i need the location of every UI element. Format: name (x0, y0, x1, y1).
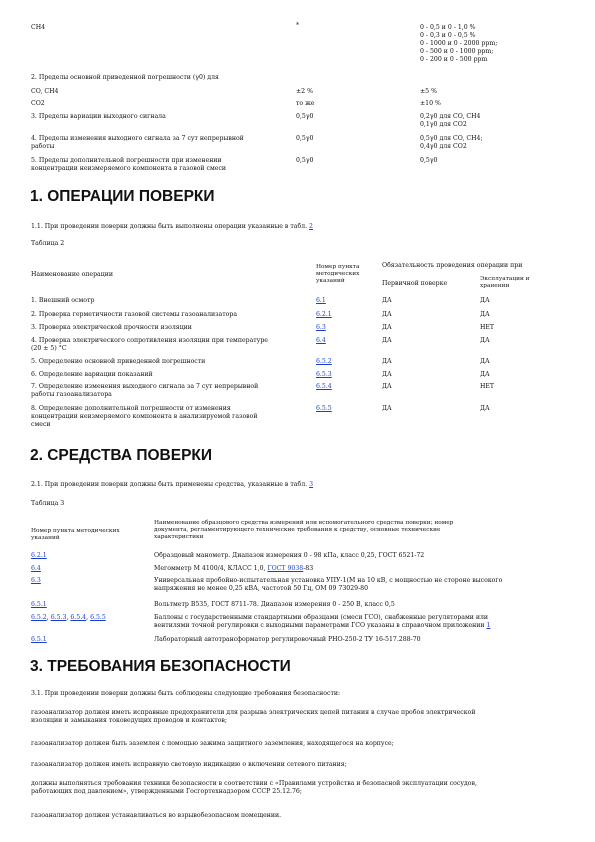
clause-link[interactable]: 6.5.2 (316, 358, 332, 365)
operation-name: 7. Определение изменения выходного сигнала за 7 сут непрерывной (31, 383, 259, 390)
safety-paragraph (31, 709, 475, 725)
desc-line (154, 622, 490, 630)
instrument-desc: Лабораторный автотрансформатор регулировочный РНО-250-2 ТУ 16-517.288-70 (154, 636, 421, 643)
header-line: Номер пункта (316, 264, 360, 270)
operation-name: 5. Определение основной приведенной погрешности (31, 358, 206, 365)
clause-link[interactable]: 6.5.4 (316, 383, 332, 390)
operation-name: смеси (31, 421, 51, 428)
safety-paragraph: газоанализатор должен иметь исправную световую индикацию о включении сетевого питания; (31, 761, 347, 768)
section-1-paragraph (31, 223, 313, 231)
section-2-paragraph (31, 481, 313, 489)
primary-value: ДА (382, 371, 392, 378)
periodic-value: ДА (480, 358, 490, 365)
value-line: 0,5γ0 для CO, CH4; (420, 135, 483, 142)
primary-value: ДА (382, 297, 392, 304)
paragraph-text: 1.1. При проведении поверки должны быть выполнены операции указанные в табл. (31, 223, 308, 230)
header-line: указаний (316, 278, 345, 284)
desc-line: Баллоны с государственными стандартными образцами (смеси ГСО), снабженные регуляторами или (154, 614, 489, 621)
clause-link[interactable]: 6.5.1 (31, 601, 47, 608)
clause-link[interactable]: 6.5.5 (316, 405, 332, 412)
periodic-value: ДА (480, 337, 490, 344)
periodic-value: ДА (480, 311, 490, 318)
gost-link[interactable]: ГОСТ 9038 (267, 565, 304, 572)
periodic-value: НЕТ (480, 383, 495, 390)
periodic-value: НЕТ (480, 324, 495, 331)
safety-paragraph: газоанализатор должен быть заземлен с помощью зажима защитного заземления, находящегося на корпусе; (31, 740, 394, 747)
row-2-label: 2. Пределы основной приведенной погрешности (γ0) для (31, 74, 219, 81)
header-line: характеристики (154, 534, 204, 540)
header-line: методических (316, 271, 360, 277)
ch4-ranges (420, 24, 497, 64)
clause-link[interactable]: 6.4 (316, 337, 326, 344)
clause-link[interactable]: 6.5.3 (50, 614, 67, 621)
table-row (31, 311, 237, 319)
clause-links: 6.5.2, 6.5.3, 6.5.4, 6.5.5 (31, 614, 106, 621)
operation-name: работы газоанализатора (31, 391, 112, 398)
row-5-label (31, 157, 226, 173)
operation-name: 2. Проверка герметичности газовой системы газоанализатора (31, 311, 238, 318)
row-4-label (31, 135, 244, 151)
table-row (31, 337, 268, 353)
paragraph-line: работающих под давлением», утвержденными Госгортехнадзором СССР 25.12.76; (31, 788, 302, 795)
co-ch4-value: ±2 % (296, 88, 313, 95)
table-2-label: Таблица 2 (31, 240, 65, 247)
range-line: 0 - 500 и 0 - 1000 ppm; (420, 48, 494, 55)
table-3-link[interactable]: 3 (309, 481, 314, 488)
header-line: указаний (31, 535, 60, 541)
range-line: 0 - 0,3 и 0 - 0,5 % (420, 32, 476, 39)
desc-line: Универсальная пробойно-испытательная установка УПУ-1(М на 10 кВ, с мощностью не стороне высокого (154, 577, 503, 584)
primary-value: ДА (382, 311, 392, 318)
row-4-value-2 (420, 135, 483, 151)
range-line: 0 - 1000 и 0 - 2000 ppm; (420, 40, 498, 47)
operation-name: 6. Определение вариации показаний (31, 371, 153, 378)
paragraph-line: должны выполняться требования техники безопасности в соответствии с «Правилами устройства и безопасной эксплуатации сосудов, (31, 780, 477, 787)
label-line: концентрации неизмеряемого компонента в газовой смеси (31, 165, 227, 172)
co2-value: то же (296, 100, 315, 107)
operation-name: концентрации неизмеряемого компонента в анализируемой газовой (31, 413, 258, 420)
operation-name: 4. Проверка электрического сопротивления изоляции при температуре (31, 337, 268, 344)
bullet-mark: * (296, 22, 300, 29)
operation-name: 3. Проверка электрической прочности изоляции (31, 324, 192, 331)
clause-link[interactable]: 6.5.1 (31, 636, 47, 643)
operation-name: (20 ± 5) °С (31, 345, 67, 352)
col-header-operation: Наименование операции (31, 271, 113, 278)
paragraph-line: газоанализатор должен иметь исправные предохранители для разрыва электрических цепей питания в случае пробоя электрической (31, 709, 476, 716)
header-line: документа, регламентирующего технические требования к средству, основные технические (154, 527, 441, 533)
appendix-link[interactable]: 1 (486, 622, 491, 629)
col-header-instrument (154, 520, 453, 541)
co2-label: CO2 (31, 100, 45, 107)
section-2-heading: 2. СРЕДСТВА ПОВЕРКИ (30, 447, 213, 464)
table-2-link[interactable]: 2 (309, 223, 313, 230)
instrument-desc: Мегомметр М 4100/4, КЛАСС 1,0, ГОСТ 9038-83 (154, 565, 314, 572)
instrument-desc: Вольтметр В535, ГОСТ 8711-78. Диапазон измерения 0 - 250 В, класс 0,5 (154, 601, 395, 608)
primary-value: ДА (382, 337, 392, 344)
col-header-clause (31, 528, 120, 542)
col-header-periodic (480, 276, 530, 290)
table-row (31, 371, 153, 379)
table-row (31, 358, 205, 366)
range-line: 0 - 0,5 и 0 - 1,0 % (420, 24, 476, 31)
periodic-value: ДА (480, 371, 490, 378)
table-row (31, 405, 258, 429)
clause-link[interactable]: 6.5.2 (31, 614, 47, 621)
co-ch4-label: CO, CH4 (31, 88, 59, 95)
value-line: 0,1γ0 для CO2 (420, 121, 467, 128)
clause-link[interactable]: 6.2.1 (316, 311, 332, 318)
primary-value: ДА (382, 358, 392, 365)
label-line: 5. Пределы дополнительной погрешности при изменении (31, 157, 222, 164)
co2-value-2: ±10 % (420, 100, 441, 107)
col-header-number (316, 264, 359, 285)
value-line: 0,2γ0 для CO, CH4 (420, 113, 481, 120)
row-5-value: 0,5γ0 (296, 157, 314, 164)
instrument-desc (154, 577, 502, 593)
row-5-value-2: 0,5γ0 (420, 157, 438, 164)
label-line: работы (31, 143, 55, 150)
safety-paragraph: газоанализатор должен устанавливаться во взрывобезопасном помещении. (31, 812, 282, 819)
row-3-value-2 (420, 113, 481, 129)
header-line: Номер пункта методических (31, 528, 120, 534)
instrument-desc: Образцовый манометр. Диапазон измерения 0 - 98 кПа, класс 0,25, ГОСТ 6521-72 (154, 552, 425, 559)
col-header-mandatory: Обязательность проведения операции при (382, 262, 523, 269)
periodic-value: ДА (480, 297, 490, 304)
clause-link[interactable]: 6.5.5 (90, 614, 106, 621)
operation-name: 8. Определение дополнительной погрешности от изменения (31, 405, 231, 412)
desc-text: вентилями точной регулировки с выходными параметрами ГСО указаны в справочном приложении (154, 622, 485, 629)
periodic-value: ДА (480, 405, 490, 412)
table-row (31, 383, 258, 399)
instrument-desc (154, 614, 490, 630)
primary-value: ДА (382, 324, 392, 331)
label-line: 4. Пределы изменения выходного сигнала за 7 сут непрерывной (31, 135, 244, 142)
clause-link[interactable]: 6.5.3 (316, 371, 332, 378)
operation-name: 1. Внешний осмотр (31, 297, 95, 304)
primary-value: ДА (382, 383, 392, 390)
range-line: 0 - 200 и 0 - 500 ppm (420, 56, 488, 63)
row-3-value: 0,5γ0 (296, 113, 314, 120)
clause-link[interactable]: 6.3 (31, 577, 41, 584)
paragraph-text: 2.1. При проведении поверки должны быть применены средства, указанные в табл. (31, 481, 308, 488)
clause-link[interactable]: 6.5.4 (70, 614, 87, 621)
col-header-primary: Первичной поверке (382, 280, 448, 287)
header-line: хранении (480, 283, 510, 289)
section-3-heading: 3. ТРЕБОВАНИЯ БЕЗОПАСНОСТИ (30, 658, 291, 675)
paragraph-line: изоляции и замыкания токоведущих проводов и контактов; (31, 717, 227, 724)
section-1-heading: 1. ОПЕРАЦИИ ПОВЕРКИ (30, 188, 215, 205)
ch4-label: CH4 (31, 24, 46, 31)
value-line: 0,4γ0 для CO2 (420, 143, 467, 150)
row-3-label: 3. Пределы вариации выходного сигнала (31, 113, 166, 120)
primary-value: ДА (382, 405, 392, 412)
row-4-value: 0,5γ0 (296, 135, 314, 142)
clause-link[interactable]: 6.4 (31, 565, 41, 572)
table-row (31, 324, 192, 332)
clause-link[interactable]: 6.2.1 (31, 552, 47, 559)
co-ch4-value-2: ±5 % (420, 88, 437, 95)
header-line: Наименование образцового средства измерений или вспомогательного средства поверки; номер (154, 520, 454, 526)
clause-link[interactable]: 6.1 (316, 297, 326, 304)
table-3-label: Таблица 3 (31, 500, 65, 507)
safety-paragraph (31, 780, 477, 796)
clause-link[interactable]: 6.3 (316, 324, 326, 331)
safety-paragraph: 3.1. При проведении поверки должны быть соблюдены следующие требования безопасности: (31, 690, 341, 697)
header-line: Эксплуатации и (480, 276, 530, 282)
desc-line: напряжения не менее 0,25 кВА, частотой 50 Гц, ОМ 09 73029-80 (154, 585, 369, 592)
table-row (31, 297, 94, 305)
